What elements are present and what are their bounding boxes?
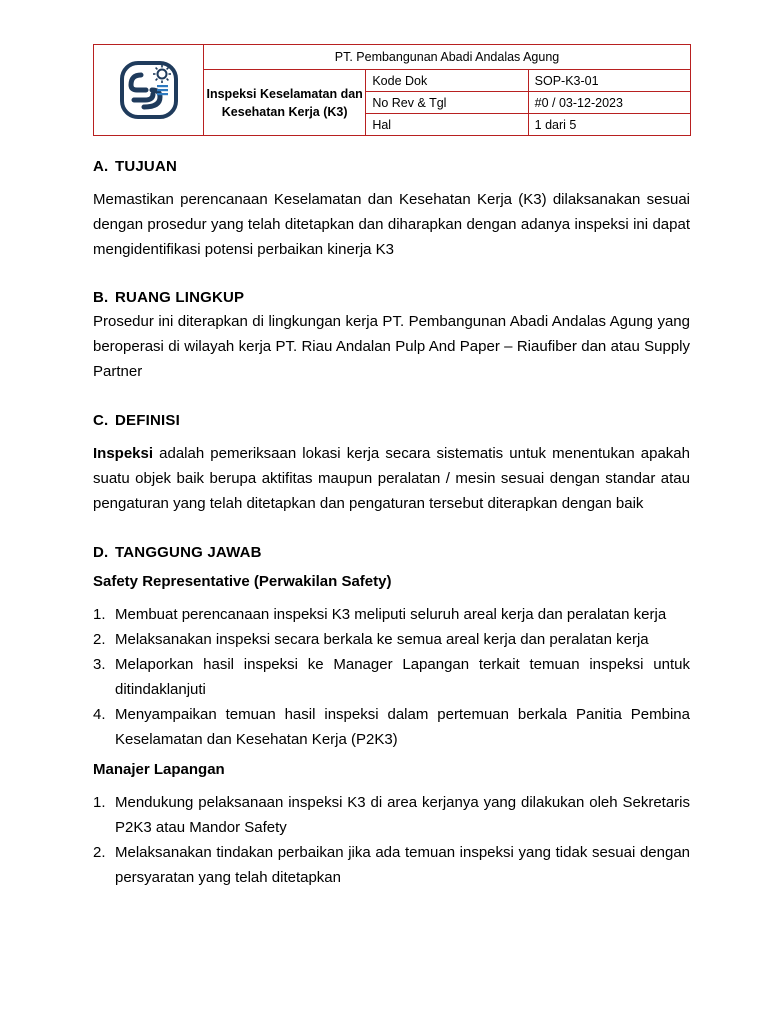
- section-d-number: D.: [93, 544, 109, 561]
- list-item-text: Menyampaikan temuan hasil inspeksi dalam pertemuan berkala Panitia Pembina Keselamatan dan Kesehatan Kerja (P2K3): [115, 706, 690, 748]
- document-header-table: [93, 44, 691, 136]
- doc-code-value: SOP-K3-01: [528, 70, 690, 92]
- document-body: [93, 156, 690, 890]
- section-c-title: DEFINISI: [115, 412, 180, 429]
- definition-term: Inspeksi: [93, 445, 154, 462]
- section-d-title: TANGGUNG JAWAB: [115, 544, 262, 561]
- section-b-heading: [93, 287, 690, 309]
- definition-text: adalah pemeriksaan lokasi kerja secara sistematis untuk menentukan apakah suatu objek baik berupa aktifitas maupun peralatan / mesin sesuai dengan standar atau pengaturan yang telah ditetapkan dan pengaturan tersebut diterapkan dengan baik: [93, 445, 690, 512]
- logo-cell: [94, 45, 204, 136]
- company-name: PT. Pembangunan Abadi Andalas Agung: [204, 45, 691, 70]
- company-logo-icon: [110, 59, 188, 121]
- revision-label: No Rev & Tgl: [366, 92, 528, 114]
- page-label: Hal: [366, 114, 528, 136]
- field-manager-list: [93, 790, 690, 890]
- safety-representative-heading: Safety Representative (Perwakilan Safety): [93, 573, 392, 590]
- list-item: [93, 652, 690, 702]
- list-item: [93, 840, 690, 890]
- list-item: [93, 790, 690, 840]
- document-title: Inspeksi Keselamatan dan Kesehatan Kerja (K3): [204, 70, 366, 136]
- section-a-number: A.: [93, 158, 109, 175]
- list-item-text: Membuat perencanaan inspeksi K3 meliputi seluruh areal kerja dan peralatan kerja: [115, 606, 667, 623]
- list-item-number: 4.: [93, 706, 106, 723]
- section-b-number: B.: [93, 289, 109, 306]
- list-item-number: 3.: [93, 656, 106, 673]
- list-item: [93, 602, 690, 627]
- field-manager-heading: Manajer Lapangan: [93, 761, 225, 778]
- section-a-title: TUJUAN: [115, 158, 178, 175]
- list-item-text: Melaksanakan inspeksi secara berkala ke semua areal kerja dan peralatan kerja: [115, 631, 649, 648]
- doc-code-label: Kode Dok: [366, 70, 528, 92]
- list-item-number: 2.: [93, 631, 106, 648]
- list-item-number: 1.: [93, 606, 106, 623]
- section-d-heading: [93, 542, 690, 564]
- list-item-text: Mendukung pelaksanaan inspeksi K3 di area kerjanya yang dilakukan oleh Sekretaris P2K3 atau Mandor Safety: [115, 794, 690, 836]
- list-item-text: Melaporkan hasil inspeksi ke Manager Lapangan terkait temuan inspeksi untuk ditindaklanjuti: [115, 656, 690, 698]
- section-b-title: RUANG LINGKUP: [115, 289, 245, 306]
- list-item-number: 2.: [93, 844, 106, 861]
- safety-representative-list: [93, 602, 690, 752]
- section-a-text: Memastikan perencanaan Keselamatan dan Kesehatan Kerja (K3) dilaksanakan sesuai dengan prosedur yang telah ditetapkan dan diharapkan dengan adanya inspeksi ini dapat mengidentifikasi potensi perbaikan kinerja K3: [93, 191, 690, 258]
- list-item: [93, 627, 690, 652]
- list-item-text: Melaksanakan tindakan perbaikan jika ada temuan inspeksi yang tidak sesuai dengan persyaratan yang telah ditetapkan: [115, 844, 690, 886]
- section-c-text: [93, 441, 690, 516]
- list-item-number: 1.: [93, 794, 106, 811]
- revision-value: #0 / 03-12-2023: [528, 92, 690, 114]
- section-c-number: C.: [93, 412, 109, 429]
- section-c-heading: [93, 410, 690, 432]
- page-value: 1 dari 5: [528, 114, 690, 136]
- section-b-text: Prosedur ini diterapkan di lingkungan kerja PT. Pembangunan Abadi Andalas Agung yang beroperasi di wilayah kerja PT. Riau Andalan Pulp And Paper – Riaufiber dan atau Supply Partner: [93, 313, 690, 380]
- section-a-heading: [93, 156, 690, 178]
- list-item: [93, 702, 690, 752]
